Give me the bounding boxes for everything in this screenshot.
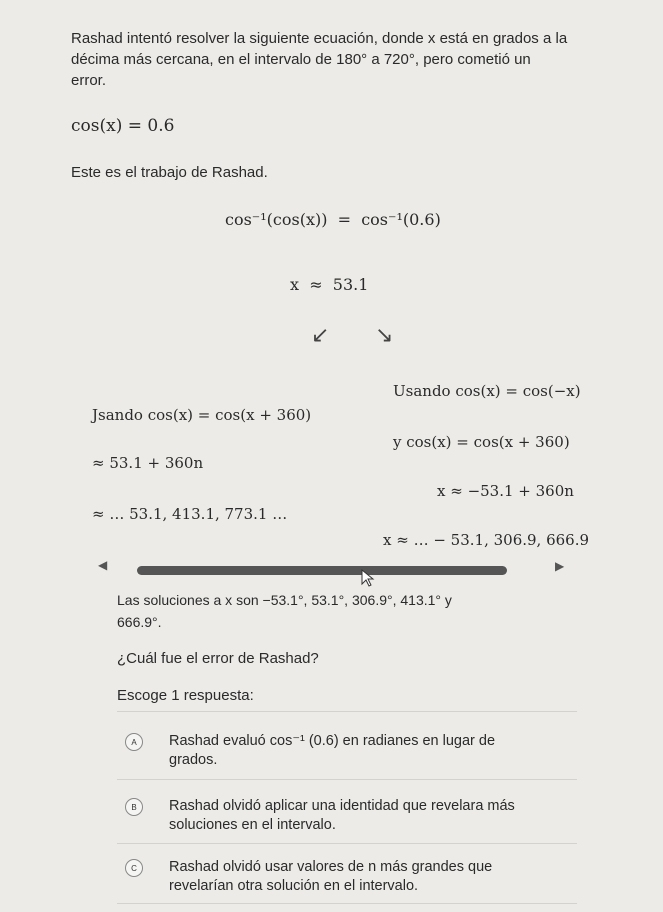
divider: [117, 843, 577, 844]
option-b-letter: B: [125, 798, 143, 816]
right-branch-line-2: y cos(x) = cos(x + 360): [393, 433, 570, 451]
option-b-text-line-2: soluciones en el intervalo.: [169, 817, 336, 833]
option-c-letter: C: [125, 859, 143, 877]
option-a-text-line-1: Rashad evaluó cos⁻¹ (0.6) en radianes en lugar de: [169, 733, 496, 749]
answer-option-c[interactable]: [125, 858, 565, 898]
intro-line-3: error.: [71, 72, 107, 89]
left-branch-line-3: ≈ … 53.1, 413.1, 773.1 …: [92, 505, 288, 523]
arrow-down-left-icon: ↙: [311, 322, 330, 347]
right-branch-line-1: Usando cos(x) = cos(−x): [393, 382, 581, 400]
choose-label: Escoge 1 respuesta:: [117, 687, 254, 704]
option-a-letter: A: [125, 733, 143, 751]
solutions-line-2: 666.9°.: [117, 614, 162, 630]
left-branch-line-1: Jsando cos(x) = cos(x + 360): [92, 406, 312, 424]
option-b-text-line-1: Rashad olvidó aplicar una identidad que revelara más: [169, 798, 515, 814]
main-equation: cos(x) = 0.6: [71, 116, 175, 136]
option-a-text-line-2: grados.: [169, 752, 218, 768]
divider: [117, 779, 577, 780]
right-branch-line-4: x ≈ … − 53.1, 306.9, 666.9: [383, 531, 590, 549]
work-step-2: x ≈ 53.1: [290, 275, 369, 294]
option-c-text-line-1: Rashad olvidó usar valores de n más grandes que: [169, 859, 493, 875]
option-c-text-line-2: revelarían otra solución en el intervalo.: [169, 878, 419, 894]
horizontal-scrollbar[interactable]: [137, 566, 507, 575]
question-text: ¿Cuál fue el error de Rashad?: [117, 650, 319, 667]
solutions-text: [117, 589, 587, 633]
scroll-right-icon[interactable]: ▶: [555, 559, 565, 573]
intro-line-2: décima más cercana, en el intervalo de 180° a 720°, pero cometió un: [71, 51, 531, 68]
scroll-left-icon[interactable]: ◀: [98, 558, 108, 572]
work-label: Este es el trabajo de Rashad.: [71, 164, 268, 181]
left-branch-line-2: ≈ 53.1 + 360n: [92, 454, 204, 472]
arrow-down-right-icon: ↘: [375, 322, 394, 347]
answer-option-a[interactable]: [125, 732, 565, 772]
problem-intro: [71, 28, 631, 91]
divider: [117, 711, 577, 712]
work-step-1: cos⁻¹(cos(x)) = cos⁻¹(0.6): [225, 210, 441, 229]
answer-option-b[interactable]: [125, 797, 565, 837]
right-branch-line-3: x ≈ −53.1 + 360n: [437, 482, 574, 500]
intro-line-1: Rashad intentó resolver la siguiente ecuación, donde x está en grados a la: [71, 30, 568, 47]
divider: [117, 903, 577, 904]
solutions-line-1: Las soluciones a x son −53.1°, 53.1°, 306.9°, 413.1° y: [117, 592, 452, 608]
